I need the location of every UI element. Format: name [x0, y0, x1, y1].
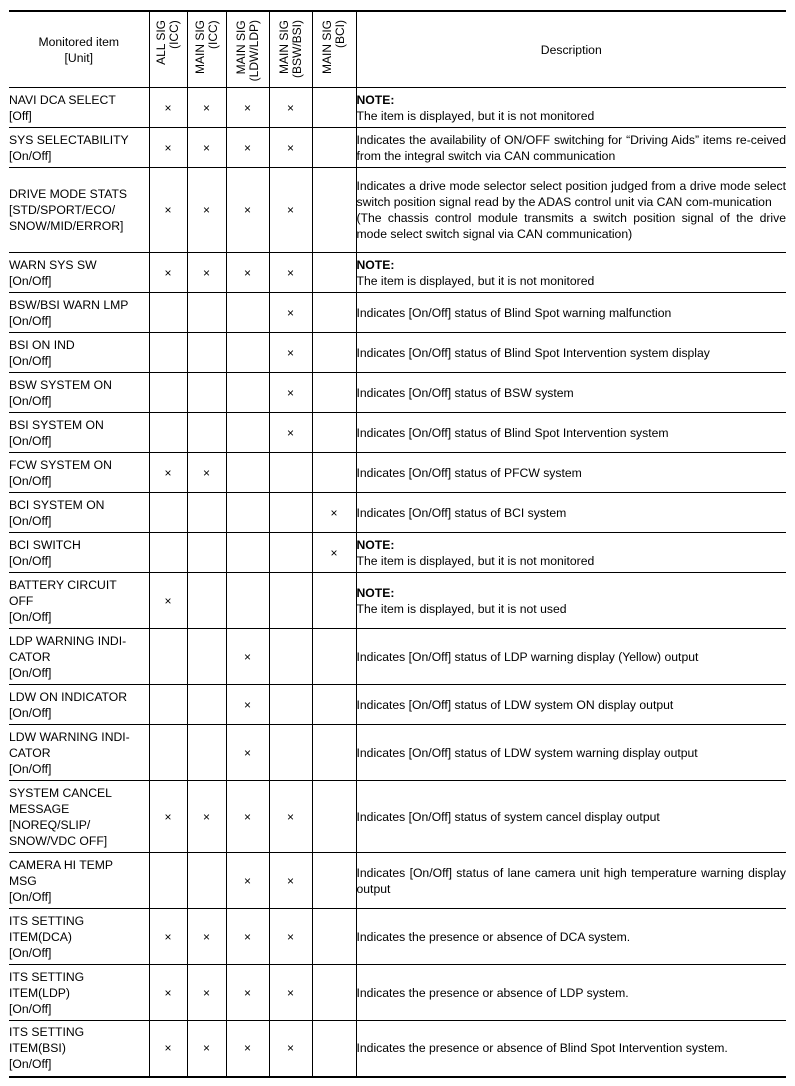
applicable-mark: ×: [202, 929, 210, 944]
description-text: Indicates the presence or absence of DCA system.: [356, 929, 631, 944]
description-cell: [356, 413, 786, 453]
description-cell: [356, 629, 786, 685]
signal-cell: [312, 413, 356, 453]
column-header-main-sig-bci: [312, 11, 356, 88]
signal-cell: [187, 88, 226, 128]
signal-cell: [226, 853, 269, 909]
column-header-label: MAIN SIG (LDW/LDP): [233, 20, 261, 82]
applicable-mark: ×: [286, 809, 294, 824]
signal-cell: [269, 781, 312, 853]
applicable-mark: ×: [164, 593, 172, 608]
description-cell: [356, 965, 786, 1021]
signal-cell: [187, 909, 226, 965]
signal-cell: [187, 965, 226, 1021]
applicable-mark: ×: [286, 100, 294, 115]
signal-cell: [269, 1021, 312, 1077]
signal-cell: [269, 573, 312, 629]
signal-cell: [226, 333, 269, 373]
applicable-mark: ×: [164, 100, 172, 115]
applicable-mark: ×: [286, 1041, 294, 1056]
table-row: [9, 853, 786, 909]
monitored-item-cell: SYSTEM CANCEL MESSAGE [NOREQ/SLIP/ SNOW/VDC OFF]: [9, 781, 149, 853]
applicable-mark: ×: [330, 545, 338, 560]
table-row: [9, 88, 786, 128]
applicable-mark: ×: [202, 809, 210, 824]
description-header: Description: [356, 11, 786, 88]
description-cell: [356, 909, 786, 965]
signal-cell: [149, 725, 187, 781]
monitored-item-cell: CAMERA HI TEMP MSG [On/Off]: [9, 853, 149, 909]
signal-cell: [269, 168, 312, 253]
monitored-item-cell: WARN SYS SW [On/Off]: [9, 253, 149, 293]
signal-cell: [312, 853, 356, 909]
column-header-main-sig-icc: [187, 11, 226, 88]
signal-cell: [187, 573, 226, 629]
applicable-mark: ×: [164, 929, 172, 944]
description-text: Indicates [On/Off] status of system cancel display output: [356, 809, 660, 824]
applicable-mark: ×: [286, 425, 294, 440]
monitored-item-cell: ITS SETTING ITEM(BSI) [On/Off]: [9, 1021, 149, 1077]
description-cell: [356, 128, 786, 168]
description-cell: [356, 1021, 786, 1077]
table-row: [9, 965, 786, 1021]
signal-cell: [226, 965, 269, 1021]
signal-cell: [149, 88, 187, 128]
monitored-item-cell: BSW SYSTEM ON [On/Off]: [9, 373, 149, 413]
description-cell: [356, 781, 786, 853]
column-header-all-sig-icc: [149, 11, 187, 88]
applicable-mark: ×: [243, 929, 251, 944]
signal-cell: [226, 453, 269, 493]
description-text: Indicates [On/Off] status of BCI system: [356, 505, 567, 520]
monitored-item-cell: BCI SYSTEM ON [On/Off]: [9, 493, 149, 533]
signal-cell: [269, 293, 312, 333]
description-cell: [356, 293, 786, 333]
description-cell: [356, 453, 786, 493]
applicable-mark: ×: [286, 385, 294, 400]
signal-cell: [149, 293, 187, 333]
column-header-label: ALL SIG (ICC): [154, 20, 181, 65]
monitored-item-cell: NAVI DCA SELECT [Off]: [9, 88, 149, 128]
description-cell: [356, 533, 786, 573]
table-row: [9, 128, 786, 168]
signal-cell: [226, 725, 269, 781]
signal-cell: [312, 1021, 356, 1077]
signal-cell: [187, 1021, 226, 1077]
monitored-item-cell: DRIVE MODE STATS [STD/SPORT/ECO/ SNOW/MID/ERROR]: [9, 168, 149, 253]
signal-cell: [149, 168, 187, 253]
table-row: [9, 453, 786, 493]
signal-cell: [312, 725, 356, 781]
monitor-item-table: [9, 10, 786, 1078]
table-row: [9, 533, 786, 573]
description-text: Indicates [On/Off] status of BSW system: [356, 385, 574, 400]
applicable-mark: ×: [202, 100, 210, 115]
description-text: Indicates [On/Off] status of LDW system ON display output: [356, 697, 674, 712]
description-text: Indicates [On/Off] status of Blind Spot warning malfunction: [356, 305, 672, 320]
signal-cell: [187, 493, 226, 533]
signal-cell: [149, 373, 187, 413]
monitored-item-cell: BATTERY CIRCUIT OFF [On/Off]: [9, 573, 149, 629]
applicable-mark: ×: [286, 203, 294, 217]
signal-cell: [269, 453, 312, 493]
signal-cell: [312, 453, 356, 493]
signal-cell: [312, 293, 356, 333]
monitored-item-cell: BCI SWITCH [On/Off]: [9, 533, 149, 573]
signal-cell: [226, 253, 269, 293]
description-cell: [356, 373, 786, 413]
applicable-mark: ×: [202, 1041, 210, 1056]
signal-cell: [149, 453, 187, 493]
signal-cell: [269, 88, 312, 128]
column-header-main-sig-ldw-ldp: [226, 11, 269, 88]
monitored-item-cell: BSI ON IND [On/Off]: [9, 333, 149, 373]
signal-cell: [149, 781, 187, 853]
signal-cell: [149, 493, 187, 533]
signal-cell: [187, 453, 226, 493]
signal-cell: [187, 413, 226, 453]
signal-cell: [312, 88, 356, 128]
description-text: Indicates [On/Off] status of PFCW system: [356, 465, 582, 480]
signal-cell: [187, 253, 226, 293]
signal-cell: [269, 725, 312, 781]
signal-cell: [149, 965, 187, 1021]
table-row: [9, 373, 786, 413]
applicable-mark: ×: [243, 1041, 251, 1056]
table-body: [9, 88, 786, 1077]
signal-cell: [187, 781, 226, 853]
signal-cell: [187, 853, 226, 909]
description-text: Indicates [On/Off] status of Blind Spot Intervention system: [356, 425, 669, 440]
description-text: The item is displayed, but it is not used: [356, 601, 567, 616]
applicable-mark: ×: [243, 649, 251, 664]
signal-cell: [187, 128, 226, 168]
applicable-mark: ×: [286, 305, 294, 320]
applicable-mark: ×: [243, 265, 251, 280]
signal-cell: [269, 909, 312, 965]
signal-cell: [187, 725, 226, 781]
table-row: [9, 253, 786, 293]
signal-cell: [312, 909, 356, 965]
signal-cell: [312, 128, 356, 168]
note-label: NOTE:: [356, 537, 395, 552]
description-cell: [356, 88, 786, 128]
signal-cell: [312, 781, 356, 853]
signal-cell: [312, 533, 356, 573]
signal-cell: [187, 685, 226, 725]
column-header-label: MAIN SIG (BSW/BSI): [276, 20, 304, 79]
signal-cell: [226, 533, 269, 573]
signal-cell: [312, 333, 356, 373]
signal-cell: [187, 333, 226, 373]
applicable-mark: ×: [164, 140, 172, 155]
signal-cell: [226, 88, 269, 128]
table-row: [9, 413, 786, 453]
signal-cell: [269, 373, 312, 413]
applicable-mark: ×: [243, 140, 251, 155]
column-header-label: MAIN SIG (BCI): [320, 20, 347, 75]
note-label: NOTE:: [356, 257, 395, 272]
description-text: Indicates [On/Off] status of lane camera unit high temperature warning display output: [356, 865, 786, 896]
signal-cell: [187, 293, 226, 333]
signal-cell: [269, 128, 312, 168]
applicable-mark: ×: [286, 873, 294, 888]
signal-cell: [149, 533, 187, 573]
applicable-mark: ×: [243, 100, 251, 115]
signal-cell: [149, 253, 187, 293]
applicable-mark: ×: [202, 203, 210, 217]
column-header-label: MAIN SIG (ICC): [192, 20, 220, 75]
applicable-mark: ×: [164, 1041, 172, 1056]
signal-cell: [149, 128, 187, 168]
monitored-item-cell: SYS SELECTABILITY [On/Off]: [9, 128, 149, 168]
monitored-item-cell: LDW WARNING INDI- CATOR [On/Off]: [9, 725, 149, 781]
signal-cell: [226, 293, 269, 333]
signal-cell: [226, 573, 269, 629]
signal-cell: [312, 253, 356, 293]
description-text: Indicates the presence or absence of LDP system.: [356, 985, 629, 1000]
signal-cell: [226, 493, 269, 533]
signal-cell: [226, 685, 269, 725]
applicable-mark: ×: [202, 140, 210, 155]
applicable-mark: ×: [286, 140, 294, 155]
signal-cell: [269, 965, 312, 1021]
signal-cell: [187, 533, 226, 573]
applicable-mark: ×: [243, 985, 251, 1000]
table-row: [9, 781, 786, 853]
monitored-item-label: Monitored item: [38, 34, 120, 49]
applicable-mark: ×: [330, 505, 338, 520]
description-cell: [356, 493, 786, 533]
applicable-mark: ×: [243, 809, 251, 824]
signal-cell: [149, 1021, 187, 1077]
signal-cell: [149, 333, 187, 373]
signal-cell: [312, 373, 356, 413]
signal-cell: [312, 573, 356, 629]
signal-cell: [149, 413, 187, 453]
description-cell: [356, 853, 786, 909]
monitored-item-header: [9, 11, 149, 88]
description-text: The item is displayed, but it is not monitored: [356, 553, 595, 568]
signal-cell: [269, 853, 312, 909]
signal-cell: [269, 333, 312, 373]
table-row: [9, 573, 786, 629]
signal-cell: [312, 965, 356, 1021]
signal-cell: [149, 573, 187, 629]
applicable-mark: ×: [164, 265, 172, 280]
description-text: Indicates [On/Off] status of LDW system warning display output: [356, 745, 698, 760]
description-text: Indicates the presence or absence of Blind Spot Intervention system.: [356, 1041, 728, 1056]
applicable-mark: ×: [202, 985, 210, 1000]
description-cell: [356, 685, 786, 725]
signal-cell: [187, 373, 226, 413]
applicable-mark: ×: [286, 929, 294, 944]
applicable-mark: ×: [202, 465, 210, 480]
monitored-item-cell: BSW/BSI WARN LMP [On/Off]: [9, 293, 149, 333]
column-header-main-sig-bsw-bsi: [269, 11, 312, 88]
applicable-mark: ×: [243, 203, 251, 217]
signal-cell: [269, 533, 312, 573]
description-cell: [356, 168, 786, 253]
signal-cell: [269, 493, 312, 533]
signal-cell: [269, 413, 312, 453]
applicable-mark: ×: [164, 465, 172, 480]
note-label: NOTE:: [356, 92, 395, 107]
applicable-mark: ×: [286, 345, 294, 360]
signal-cell: [226, 373, 269, 413]
signal-cell: [226, 128, 269, 168]
signal-cell: [312, 493, 356, 533]
applicable-mark: ×: [243, 697, 251, 712]
applicable-mark: ×: [243, 873, 251, 888]
table-row: [9, 629, 786, 685]
description-text: The item is displayed, but it is not monitored: [356, 273, 595, 288]
description-cell: [356, 253, 786, 293]
monitored-item-cell: FCW SYSTEM ON [On/Off]: [9, 453, 149, 493]
description-text: Indicates [On/Off] status of Blind Spot Intervention system display: [356, 345, 710, 360]
monitored-item-cell: BSI SYSTEM ON [On/Off]: [9, 413, 149, 453]
applicable-mark: ×: [202, 265, 210, 280]
description-text: The item is displayed, but it is not monitored: [356, 108, 595, 123]
applicable-mark: ×: [164, 203, 172, 217]
signal-cell: [149, 685, 187, 725]
signal-cell: [312, 168, 356, 253]
signal-cell: [269, 685, 312, 725]
monitored-item-cell: ITS SETTING ITEM(DCA) [On/Off]: [9, 909, 149, 965]
signal-cell: [226, 909, 269, 965]
signal-cell: [149, 909, 187, 965]
table-row: [9, 493, 786, 533]
unit-label: [Unit]: [64, 50, 93, 65]
table-row: [9, 168, 786, 253]
table-row: [9, 909, 786, 965]
signal-cell: [226, 1021, 269, 1077]
signal-cell: [226, 629, 269, 685]
signal-cell: [312, 629, 356, 685]
applicable-mark: ×: [286, 985, 294, 1000]
table-row: [9, 333, 786, 373]
description-cell: [356, 725, 786, 781]
monitored-item-cell: LDP WARNING INDI- CATOR [On/Off]: [9, 629, 149, 685]
signal-cell: [269, 253, 312, 293]
table-row: [9, 725, 786, 781]
description-text: Indicates the availability of ON/OFF switching for “Driving Aids” items re-ceived from the integral switch via CAN communication: [356, 132, 786, 163]
applicable-mark: ×: [243, 745, 251, 760]
monitored-item-cell: ITS SETTING ITEM(LDP) [On/Off]: [9, 965, 149, 1021]
monitored-item-cell: LDW ON INDICATOR [On/Off]: [9, 685, 149, 725]
signal-cell: [226, 413, 269, 453]
signal-cell: [226, 168, 269, 253]
description-text: Indicates a drive mode selector select position judged from a drive mode select switch position signal read by the ADAS control unit via CAN com-munication (The chassis control module transmits a switch position signal of the drive mode select switch signal via CAN communication): [356, 179, 786, 241]
table-row: [9, 1021, 786, 1077]
table-header-row: [9, 11, 786, 88]
signal-cell: [149, 629, 187, 685]
signal-cell: [187, 168, 226, 253]
applicable-mark: ×: [286, 265, 294, 280]
note-label: NOTE:: [356, 585, 395, 600]
signal-cell: [226, 781, 269, 853]
signal-cell: [149, 853, 187, 909]
description-cell: [356, 333, 786, 373]
table-row: [9, 293, 786, 333]
table-row: [9, 685, 786, 725]
signal-cell: [269, 629, 312, 685]
signal-cell: [187, 629, 226, 685]
applicable-mark: ×: [164, 985, 172, 1000]
signal-cell: [312, 685, 356, 725]
description-cell: [356, 573, 786, 629]
description-text: Indicates [On/Off] status of LDP warning display (Yellow) output: [356, 649, 699, 664]
applicable-mark: ×: [164, 809, 172, 824]
